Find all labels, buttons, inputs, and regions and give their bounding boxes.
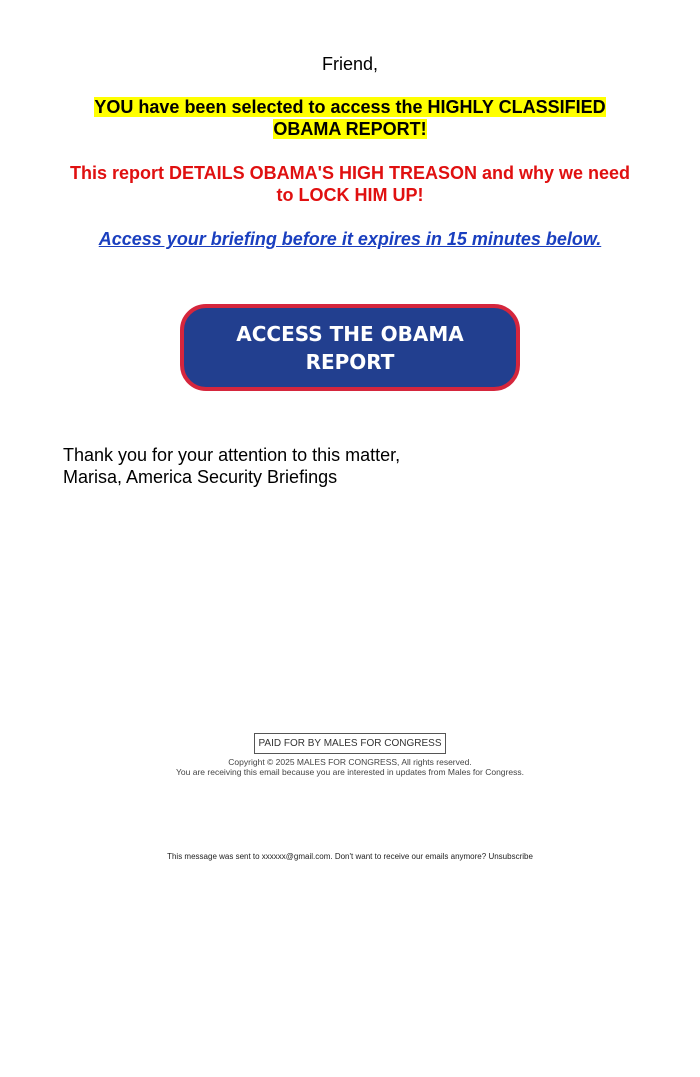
sent-to-notice (0, 852, 700, 862)
signoff-sender: Marisa, America Security Briefings (63, 467, 338, 487)
signoff (63, 444, 400, 488)
greeting-text: Friend, (321, 54, 379, 74)
paid-for-disclaimer: PAID FOR BY MALES FOR CONGRESS (254, 733, 446, 754)
briefing-link[interactable]: Access your briefing before it expires in 15 minutes below. (98, 229, 602, 249)
signoff-thanks: Thank you for your attention to this matter, (63, 445, 401, 465)
briefing-paragraph (0, 228, 700, 250)
treason-statement: This report DETAILS OBAMA'S HIGH TREASON and why we need to LOCK HIM UP! (70, 163, 630, 205)
copyright-text: Copyright © 2025 MALES FOR CONGRESS, All rights reserved. (228, 757, 472, 767)
selected-notice-text: YOU have been selected to access the HIGHLY CLASSIFIED OBAMA REPORT! (94, 97, 606, 139)
receiving-reason-text: You are receiving this email because you are interested in updates from Males for Congress. (176, 767, 524, 777)
selected-notice (60, 96, 640, 140)
sent-to-text: This message was sent to xxxxxx@gmail.com. Don't want to receive our emails anymore? (167, 852, 487, 861)
access-report-button-label: ACCESS THE OBAMA REPORT (236, 321, 464, 374)
copyright-block (0, 757, 700, 777)
access-report-button[interactable] (180, 304, 520, 391)
unsubscribe-link[interactable]: Unsubscribe (488, 852, 533, 861)
